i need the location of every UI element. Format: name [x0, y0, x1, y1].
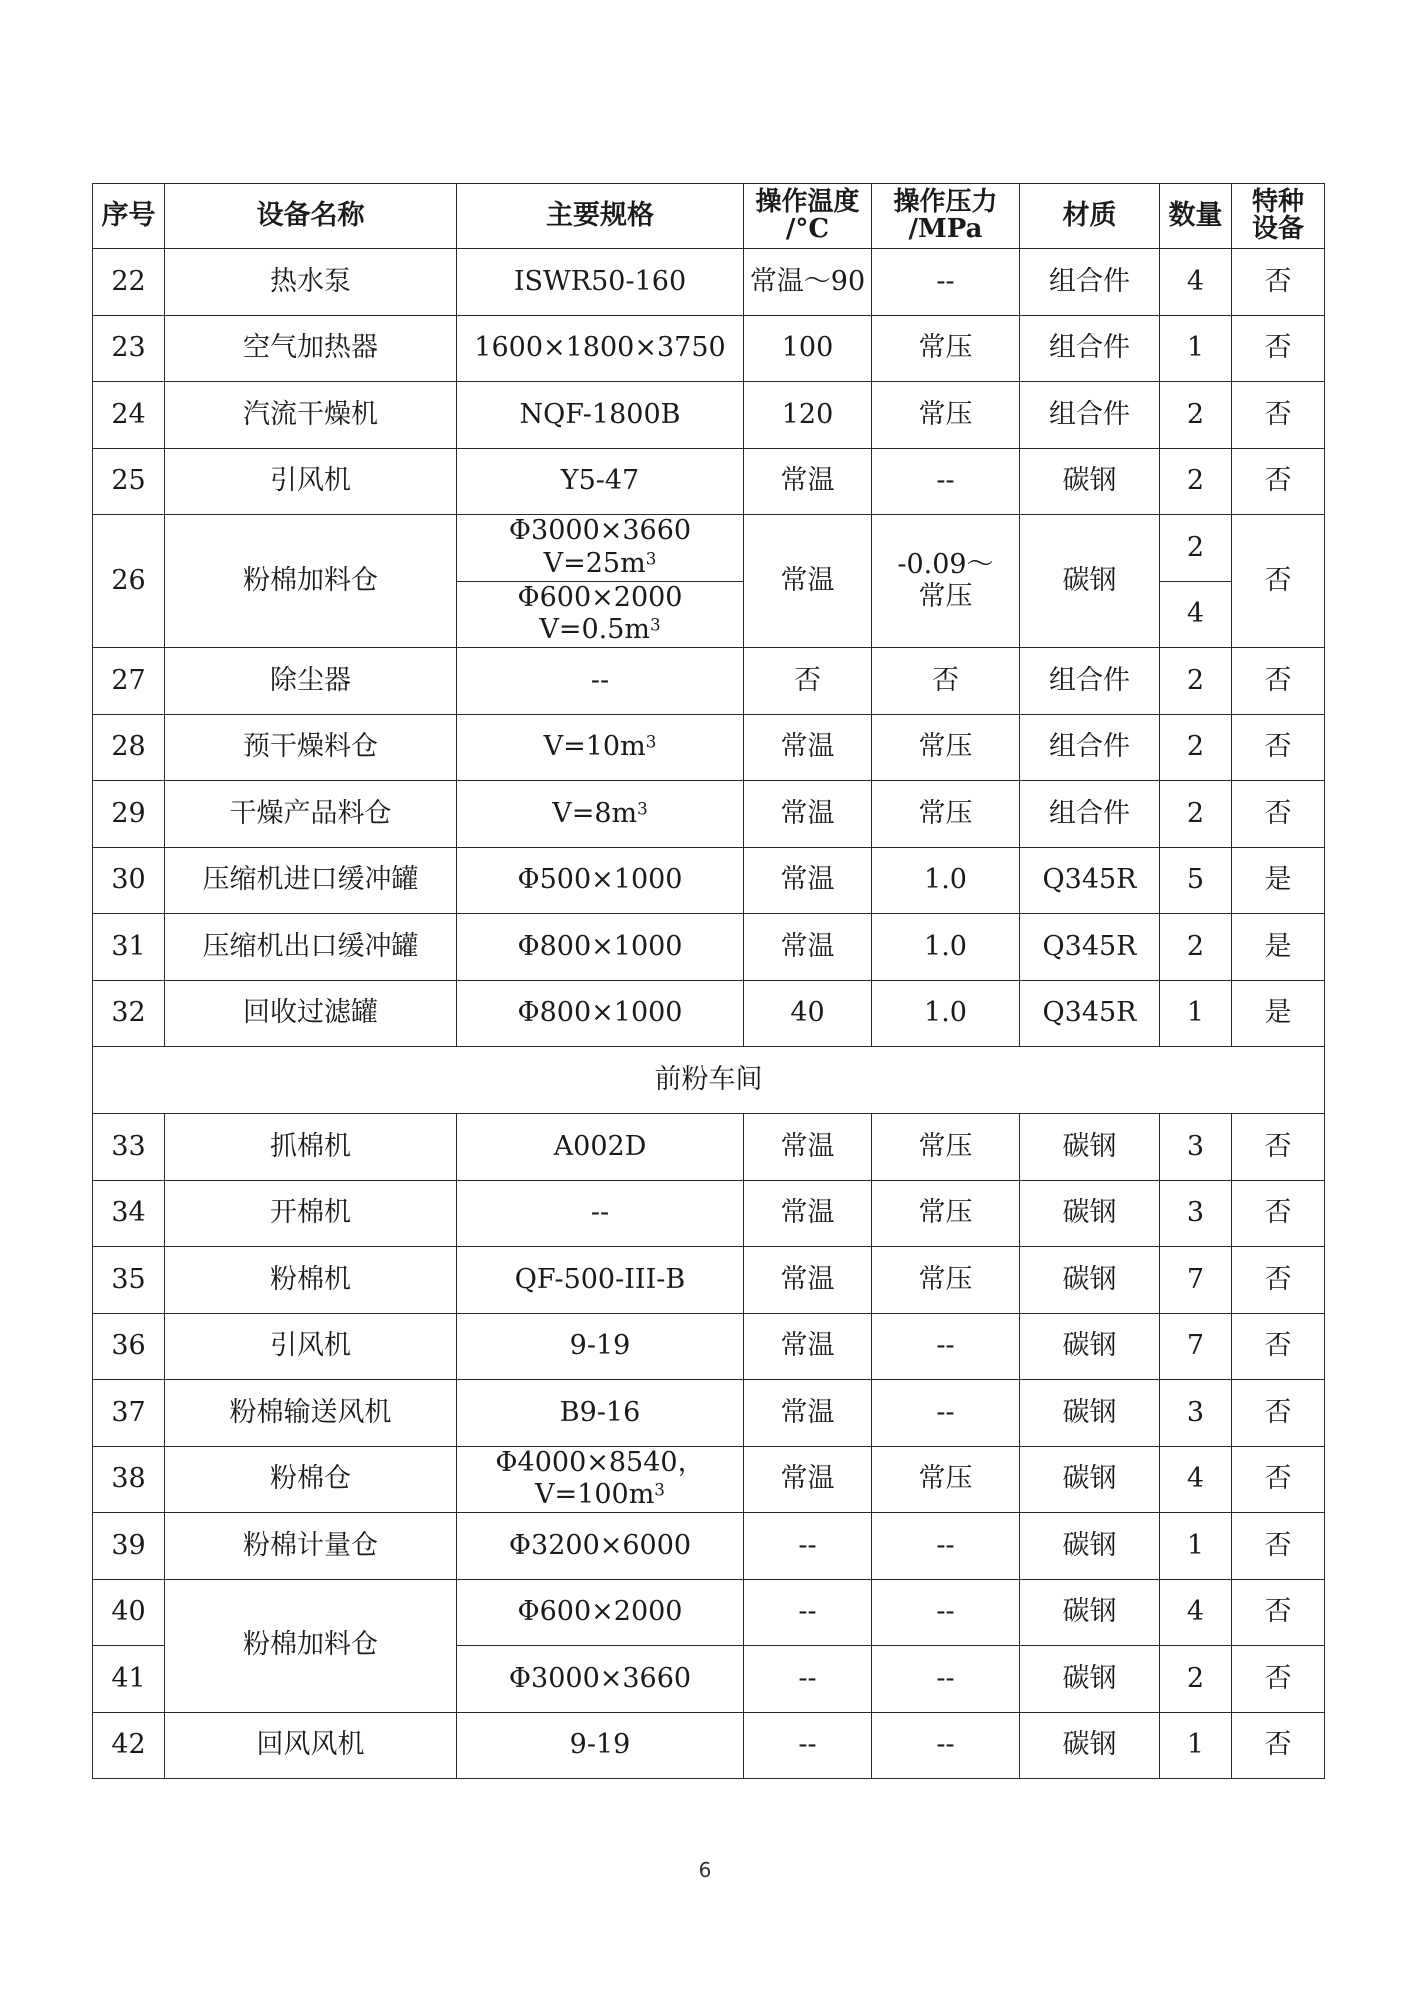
operating-temperature: 常温～90: [744, 249, 872, 316]
quantity: 4: [1160, 249, 1232, 316]
special-equipment: 否: [1232, 515, 1325, 648]
row-number: 27: [93, 648, 165, 715]
spec-text: B9-16: [559, 1396, 641, 1428]
column-header: [744, 184, 872, 249]
row-number: 25: [93, 448, 165, 515]
material: Q345R: [1020, 847, 1160, 914]
special-equipment: 否: [1232, 1380, 1325, 1447]
table-header-row: [93, 184, 1325, 249]
material: 组合件: [1020, 382, 1160, 449]
spec-cell: [457, 914, 744, 981]
operating-temperature: 常温: [744, 1313, 872, 1380]
page-number: 6: [698, 1858, 712, 1882]
table-row: [93, 1313, 1325, 1380]
operating-pressure: --: [872, 1712, 1020, 1779]
special-equipment: 否: [1232, 1247, 1325, 1314]
spec-superscript: 3: [645, 548, 657, 569]
material: 组合件: [1020, 315, 1160, 382]
row-number: 24: [93, 382, 165, 449]
operating-pressure: 常压: [872, 781, 1020, 848]
material: 碳钢: [1020, 1313, 1160, 1380]
material: 碳钢: [1020, 1247, 1160, 1314]
material: 组合件: [1020, 249, 1160, 316]
operating-pressure: 常压: [872, 315, 1020, 382]
equipment-name: 汽流干燥机: [165, 382, 457, 449]
operating-pressure: 常压: [872, 714, 1020, 781]
quantity: 2: [1160, 382, 1232, 449]
operating-temperature: --: [744, 1579, 872, 1646]
quantity: 3: [1160, 1380, 1232, 1447]
spec-superscript: 3: [654, 1479, 665, 1500]
spec-cell: Φ3000×3660: [457, 1646, 744, 1713]
spec-text: 9-19: [569, 1330, 631, 1362]
operating-temperature: 否: [744, 648, 872, 715]
material: 组合件: [1020, 714, 1160, 781]
operating-pressure: -0.09～常压: [872, 515, 1020, 648]
spec-cell: [457, 648, 744, 715]
spec-text: --: [590, 664, 610, 696]
row-number: 31: [93, 914, 165, 981]
column-header: [1232, 184, 1325, 249]
quantity: 1: [1160, 1513, 1232, 1580]
spec-text: Φ3200×6000: [508, 1529, 692, 1561]
spec-cell: [457, 1513, 744, 1580]
material: 碳钢: [1020, 1446, 1160, 1513]
row-number: 28: [93, 714, 165, 781]
column-header-line: 数量: [1168, 199, 1223, 231]
row-number: 30: [93, 847, 165, 914]
table-row: [93, 1712, 1325, 1779]
spec-cell: [457, 1313, 744, 1380]
table-body: [93, 249, 1325, 1779]
row-number: 23: [93, 315, 165, 382]
spec-text: Φ800×1000: [517, 930, 683, 962]
spec-text: --: [590, 1197, 610, 1229]
table-row: [93, 382, 1325, 449]
operating-temperature: 常温: [744, 1114, 872, 1181]
spec-superscript: 3: [650, 614, 661, 635]
material: 组合件: [1020, 648, 1160, 715]
material: 碳钢: [1020, 1513, 1160, 1580]
column-header: [1160, 184, 1232, 249]
spec-cell: [457, 714, 744, 781]
operating-temperature: 常温: [744, 1446, 872, 1513]
operating-temperature: 常温: [744, 847, 872, 914]
special-equipment: 是: [1232, 980, 1325, 1047]
quantity: 1: [1160, 315, 1232, 382]
operating-temperature: 常温: [744, 781, 872, 848]
row-number: 39: [93, 1513, 165, 1580]
operating-pressure: --: [872, 1579, 1020, 1646]
table-row: [93, 914, 1325, 981]
spec-text: A002D: [553, 1130, 647, 1162]
equipment-name: 粉棉计量仓: [165, 1513, 457, 1580]
quantity: 2: [1160, 781, 1232, 848]
operating-pressure: 1.0: [872, 914, 1020, 981]
column-header: [457, 184, 744, 249]
quantity: 3: [1160, 1180, 1232, 1247]
quantity: 2: [1160, 914, 1232, 981]
row-number: 26: [93, 515, 165, 648]
operating-temperature: 常温: [744, 1247, 872, 1314]
special-equipment: 否: [1232, 1513, 1325, 1580]
operating-pressure: 常压: [872, 1247, 1020, 1314]
material: 碳钢: [1020, 448, 1160, 515]
operating-pressure: 否: [872, 648, 1020, 715]
spec-text: V=10m: [543, 731, 646, 763]
operating-pressure: --: [872, 1646, 1020, 1713]
equipment-name: 压缩机出口缓冲罐: [165, 914, 457, 981]
row-number: 35: [93, 1247, 165, 1314]
equipment-name: 粉棉加料仓: [165, 1579, 457, 1712]
quantity: 4: [1160, 581, 1232, 648]
special-equipment: 否: [1232, 781, 1325, 848]
column-header-line: /°C: [785, 214, 830, 244]
table-row: [93, 847, 1325, 914]
table-row: [93, 1380, 1325, 1447]
operating-temperature: 常温: [744, 1380, 872, 1447]
material: 碳钢: [1020, 1180, 1160, 1247]
special-equipment: 否: [1232, 249, 1325, 316]
special-equipment: 否: [1232, 448, 1325, 515]
spec-text: Φ4000×8540，V=100m: [495, 1446, 705, 1511]
equipment-name: 开棉机: [165, 1180, 457, 1247]
column-header-line: 设备: [1251, 214, 1304, 244]
spec-cell: [457, 515, 744, 582]
equipment-table: [92, 183, 1325, 1779]
section-row: [93, 1047, 1325, 1114]
equipment-name: 引风机: [165, 1313, 457, 1380]
quantity: 4: [1160, 1446, 1232, 1513]
quantity: 4: [1160, 1579, 1232, 1646]
material: 碳钢: [1020, 1712, 1160, 1779]
operating-pressure: 常压: [872, 382, 1020, 449]
row-number: 29: [93, 781, 165, 848]
table-row: [93, 1247, 1325, 1314]
quantity: 2: [1160, 448, 1232, 515]
table-row: [93, 448, 1325, 515]
operating-pressure: 常压: [872, 1180, 1020, 1247]
column-header: [1020, 184, 1160, 249]
spec-cell: [457, 980, 744, 1047]
operating-temperature: 100: [744, 315, 872, 382]
column-header-line: 操作温度: [755, 186, 860, 217]
table-row: [93, 315, 1325, 382]
row-number: 32: [93, 980, 165, 1047]
special-equipment: 否: [1232, 382, 1325, 449]
equipment-name: 粉棉机: [165, 1247, 457, 1314]
spec-cell: ISWR50-160: [457, 249, 744, 316]
spec-cell: [457, 781, 744, 848]
special-equipment: 否: [1232, 1646, 1325, 1713]
material: 碳钢: [1020, 1380, 1160, 1447]
table-row: [93, 781, 1325, 848]
table-row: [93, 1579, 1325, 1646]
special-equipment: 否: [1232, 1114, 1325, 1181]
operating-pressure: --: [872, 1380, 1020, 1447]
material: Q345R: [1020, 980, 1160, 1047]
equipment-name: 粉棉输送风机: [165, 1380, 457, 1447]
operating-temperature: 常温: [744, 714, 872, 781]
operating-pressure: 常压: [872, 1114, 1020, 1181]
operating-pressure: --: [872, 448, 1020, 515]
row-number: 42: [93, 1712, 165, 1779]
row-number: 37: [93, 1380, 165, 1447]
table-row: [93, 648, 1325, 715]
spec-cell: [457, 1180, 744, 1247]
table-row: [93, 1114, 1325, 1181]
operating-temperature: 常温: [744, 515, 872, 648]
table-row: [93, 1180, 1325, 1247]
column-header: [872, 184, 1020, 249]
row-number: 22: [93, 249, 165, 316]
table-row: [93, 1513, 1325, 1580]
operating-temperature: --: [744, 1513, 872, 1580]
special-equipment: 否: [1232, 714, 1325, 781]
equipment-name: 压缩机进口缓冲罐: [165, 847, 457, 914]
spec-cell: [457, 847, 744, 914]
spec-cell: NQF-1800B: [457, 382, 744, 449]
material: 组合件: [1020, 781, 1160, 848]
spec-text: V=8m: [552, 797, 638, 829]
special-equipment: 否: [1232, 648, 1325, 715]
spec-text: Φ3000×3660 V=25m: [508, 515, 692, 579]
operating-temperature: 120: [744, 382, 872, 449]
material: 碳钢: [1020, 1114, 1160, 1181]
quantity: 2: [1160, 714, 1232, 781]
equipment-name: 除尘器: [165, 648, 457, 715]
material: 碳钢: [1020, 515, 1160, 648]
row-number: 36: [93, 1313, 165, 1380]
operating-pressure: --: [872, 1513, 1020, 1580]
quantity: 5: [1160, 847, 1232, 914]
operating-temperature: 常温: [744, 448, 872, 515]
equipment-table-region: [92, 183, 1324, 1779]
equipment-name: 回风风机: [165, 1712, 457, 1779]
column-header-line: 序号: [101, 199, 156, 231]
table-row: [93, 249, 1325, 316]
operating-pressure: --: [872, 1313, 1020, 1380]
spec-cell: 1600×1800×3750: [457, 315, 744, 382]
equipment-name: 热水泵: [165, 249, 457, 316]
special-equipment: 否: [1232, 1313, 1325, 1380]
quantity: 2: [1160, 648, 1232, 715]
special-equipment: 否: [1232, 315, 1325, 382]
special-equipment: 否: [1232, 1712, 1325, 1779]
special-equipment: 否: [1232, 1180, 1325, 1247]
equipment-name: 空气加热器: [165, 315, 457, 382]
material: Q345R: [1020, 914, 1160, 981]
row-number: 40: [93, 1579, 165, 1646]
equipment-name: 预干燥料仓: [165, 714, 457, 781]
column-header: [165, 184, 457, 249]
spec-text: Φ600×2000 V=0.5m: [517, 581, 683, 646]
operating-pressure: 1.0: [872, 847, 1020, 914]
equipment-name: 引风机: [165, 448, 457, 515]
equipment-name: 粉棉仓: [165, 1446, 457, 1513]
spec-cell: [457, 1247, 744, 1314]
material: 碳钢: [1020, 1646, 1160, 1713]
column-header-line: 操作压力: [893, 186, 998, 217]
spec-cell: 9-19: [457, 1712, 744, 1779]
equipment-name: 干燥产品料仓: [165, 781, 457, 848]
spec-cell: [457, 1380, 744, 1447]
equipment-name: 回收过滤罐: [165, 980, 457, 1047]
row-number: 41: [93, 1646, 165, 1713]
spec-text: Φ500×1000: [517, 864, 683, 896]
operating-temperature: --: [744, 1712, 872, 1779]
quantity: 3: [1160, 1114, 1232, 1181]
equipment-name: 抓棉机: [165, 1114, 457, 1181]
quantity: 1: [1160, 1712, 1232, 1779]
column-header-line: 材质: [1062, 199, 1117, 231]
operating-temperature: 常温: [744, 914, 872, 981]
operating-pressure: --: [872, 249, 1020, 316]
special-equipment: 否: [1232, 1579, 1325, 1646]
quantity: 2: [1160, 1646, 1232, 1713]
special-equipment: 是: [1232, 914, 1325, 981]
spec-cell: [457, 1114, 744, 1181]
column-header-line: 主要规格: [546, 199, 654, 231]
spec-cell: Φ600×2000: [457, 1579, 744, 1646]
column-header-line: 设备名称: [256, 199, 365, 231]
quantity: 7: [1160, 1313, 1232, 1380]
table-row: [93, 1446, 1325, 1513]
special-equipment: 是: [1232, 847, 1325, 914]
quantity: 2: [1160, 515, 1232, 582]
spec-text: QF-500-III-B: [514, 1263, 686, 1295]
column-header: [93, 184, 165, 249]
spec-cell: [457, 581, 744, 648]
row-number: 38: [93, 1446, 165, 1513]
operating-temperature: 常温: [744, 1180, 872, 1247]
spec-cell: [457, 1446, 744, 1513]
equipment-name: 粉棉加料仓: [165, 515, 457, 648]
quantity: 7: [1160, 1247, 1232, 1314]
row-number: 33: [93, 1114, 165, 1181]
row-number: 34: [93, 1180, 165, 1247]
spec-text: Φ800×1000: [517, 997, 683, 1029]
column-header-line: 特种: [1251, 186, 1304, 217]
operating-temperature: --: [744, 1646, 872, 1713]
table-row: [93, 515, 1325, 582]
column-header-line: /MPa: [908, 214, 983, 244]
spec-cell: Y5-47: [457, 448, 744, 515]
operating-temperature: 40: [744, 980, 872, 1047]
spec-superscript: 3: [637, 798, 648, 819]
spec-superscript: 3: [645, 731, 657, 752]
special-equipment: 否: [1232, 1446, 1325, 1513]
table-row: [93, 980, 1325, 1047]
table-row: [93, 714, 1325, 781]
section-title: 前粉车间: [93, 1047, 1325, 1114]
operating-pressure: 1.0: [872, 980, 1020, 1047]
quantity: 1: [1160, 980, 1232, 1047]
material: 碳钢: [1020, 1579, 1160, 1646]
operating-pressure: 常压: [872, 1446, 1020, 1513]
